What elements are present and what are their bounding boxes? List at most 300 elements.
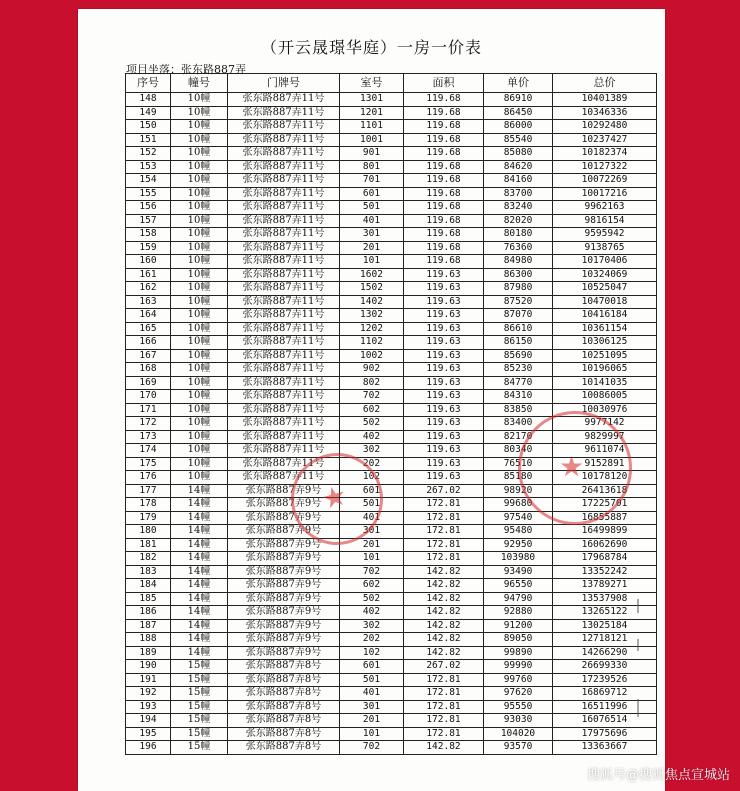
row-building: 10幢: [171, 376, 228, 390]
row-room: 701: [340, 174, 404, 188]
header-address: 门牌号: [228, 74, 340, 93]
row-area: 172.81: [404, 552, 484, 566]
star-icon: ★: [317, 478, 351, 517]
row-address: 张东路887弄11号: [228, 309, 340, 323]
row-unit-price: 83850: [484, 403, 553, 417]
row-building: 14幢: [171, 511, 228, 525]
row-total-price: 9829997: [553, 430, 657, 444]
row-unit-price: 99760: [484, 673, 553, 687]
row-unit-price: 97540: [484, 511, 553, 525]
row-unit-price: 104020: [484, 727, 553, 741]
row-total-price: 26699330: [553, 660, 657, 674]
row-seq: 170: [126, 390, 171, 404]
row-unit-price: 84980: [484, 255, 553, 269]
row-building: 10幢: [171, 363, 228, 377]
row-room: 1602: [340, 268, 404, 282]
row-building: 15幢: [171, 714, 228, 728]
table-row: [126, 714, 657, 728]
row-total-price: 16511996: [553, 700, 657, 714]
row-total-price: 10324069: [553, 268, 657, 282]
row-seq: 171: [126, 403, 171, 417]
row-area: 267.02: [404, 660, 484, 674]
row-building: 15幢: [171, 660, 228, 674]
row-seq: 194: [126, 714, 171, 728]
row-room: 1301: [340, 93, 404, 107]
row-address: 张东路887弄11号: [228, 430, 340, 444]
row-room: 1502: [340, 282, 404, 296]
row-building: 10幢: [171, 268, 228, 282]
header-area: 面积: [404, 74, 484, 93]
row-unit-price: 93570: [484, 741, 553, 755]
row-area: 172.81: [404, 538, 484, 552]
row-unit-price: 85080: [484, 147, 553, 161]
row-address: 张东路887弄9号: [228, 552, 340, 566]
row-unit-price: 94790: [484, 592, 553, 606]
row-total-price: 10127322: [553, 160, 657, 174]
row-building: 14幢: [171, 525, 228, 539]
row-room: 202: [340, 457, 404, 471]
row-unit-price: 80180: [484, 228, 553, 242]
row-unit-price: 97620: [484, 687, 553, 701]
row-area: 142.82: [404, 579, 484, 593]
row-seq: 179: [126, 511, 171, 525]
row-seq: 193: [126, 700, 171, 714]
row-address: 张东路887弄11号: [228, 255, 340, 269]
row-building: 10幢: [171, 106, 228, 120]
row-address: 张东路887弄11号: [228, 268, 340, 282]
row-building: 10幢: [171, 471, 228, 485]
row-seq: 178: [126, 498, 171, 512]
row-total-price: 10141035: [553, 376, 657, 390]
row-seq: 172: [126, 417, 171, 431]
row-total-price: 10196065: [553, 363, 657, 377]
row-address: 张东路887弄8号: [228, 660, 340, 674]
table-row: [126, 552, 657, 566]
row-room: 301: [340, 525, 404, 539]
row-area: 119.68: [404, 120, 484, 134]
table-row: [126, 741, 657, 755]
row-total-price: 13789271: [553, 579, 657, 593]
row-seq: 195: [126, 727, 171, 741]
row-seq: 175: [126, 457, 171, 471]
row-unit-price: 84160: [484, 174, 553, 188]
row-unit-price: 93490: [484, 565, 553, 579]
row-total-price: 10401389: [553, 93, 657, 107]
row-seq: 186: [126, 606, 171, 620]
row-unit-price: 99890: [484, 646, 553, 660]
row-building: 10幢: [171, 214, 228, 228]
row-total-price: 12718121: [553, 633, 657, 647]
table-row: [126, 349, 657, 363]
row-area: 267.02: [404, 484, 484, 498]
row-seq: 173: [126, 430, 171, 444]
row-area: 119.63: [404, 417, 484, 431]
row-unit-price: 85180: [484, 471, 553, 485]
row-unit-price: 98920: [484, 484, 553, 498]
row-total-price: 10470018: [553, 295, 657, 309]
row-building: 10幢: [171, 120, 228, 134]
table-row: [126, 336, 657, 350]
row-room: 1102: [340, 336, 404, 350]
table-row: [126, 687, 657, 701]
row-address: 张东路887弄9号: [228, 606, 340, 620]
row-room: 101: [340, 727, 404, 741]
row-total-price: 10251095: [553, 349, 657, 363]
row-total-price: 9152891: [553, 457, 657, 471]
row-total-price: 10178120: [553, 471, 657, 485]
row-seq: 189: [126, 646, 171, 660]
row-building: 10幢: [171, 403, 228, 417]
row-total-price: 10237427: [553, 133, 657, 147]
row-room: 202: [340, 633, 404, 647]
row-building: 15幢: [171, 687, 228, 701]
row-seq: 159: [126, 241, 171, 255]
row-unit-price: 92950: [484, 538, 553, 552]
table-row: [126, 619, 657, 633]
row-total-price: 10170406: [553, 255, 657, 269]
row-unit-price: 86610: [484, 322, 553, 336]
row-building: 10幢: [171, 201, 228, 215]
row-total-price: 13363667: [553, 741, 657, 755]
row-unit-price: 96550: [484, 579, 553, 593]
row-seq: 152: [126, 147, 171, 161]
row-unit-price: 85540: [484, 133, 553, 147]
row-seq: 183: [126, 565, 171, 579]
row-building: 10幢: [171, 322, 228, 336]
row-area: 119.68: [404, 228, 484, 242]
row-total-price: 10346336: [553, 106, 657, 120]
row-building: 14幢: [171, 579, 228, 593]
row-address: 张东路887弄11号: [228, 147, 340, 161]
row-unit-price: 83400: [484, 417, 553, 431]
margin-marks: [635, 599, 641, 719]
row-total-price: 9977142: [553, 417, 657, 431]
row-address: 张东路887弄11号: [228, 228, 340, 242]
row-address: 张东路887弄8号: [228, 673, 340, 687]
row-area: 142.82: [404, 592, 484, 606]
row-building: 10幢: [171, 457, 228, 471]
project-location: 项目坐落：张东路887弄: [126, 63, 246, 76]
row-area: 142.82: [404, 633, 484, 647]
row-unit-price: 80340: [484, 444, 553, 458]
row-seq: 192: [126, 687, 171, 701]
row-unit-price: 93030: [484, 714, 553, 728]
table-row: [126, 727, 657, 741]
table-row: [126, 201, 657, 215]
row-unit-price: 85230: [484, 363, 553, 377]
row-area: 142.82: [404, 619, 484, 633]
row-seq: 196: [126, 741, 171, 755]
table-row: [126, 606, 657, 620]
row-building: 10幢: [171, 93, 228, 107]
row-room: 802: [340, 376, 404, 390]
row-total-price: 9611074: [553, 444, 657, 458]
row-total-price: 10017216: [553, 187, 657, 201]
row-seq: 151: [126, 133, 171, 147]
table-row: [126, 660, 657, 674]
row-address: 张东路887弄11号: [228, 457, 340, 471]
row-address: 张东路887弄11号: [228, 363, 340, 377]
row-total-price: 10182374: [553, 147, 657, 161]
row-area: 172.81: [404, 700, 484, 714]
table-row: [126, 565, 657, 579]
row-room: 502: [340, 417, 404, 431]
row-total-price: 17225701: [553, 498, 657, 512]
row-unit-price: 87070: [484, 309, 553, 323]
row-total-price: 10292480: [553, 120, 657, 134]
row-room: 702: [340, 565, 404, 579]
row-building: 14幢: [171, 552, 228, 566]
row-address: 张东路887弄11号: [228, 403, 340, 417]
row-seq: 153: [126, 160, 171, 174]
row-total-price: 16076514: [553, 714, 657, 728]
row-room: 501: [340, 498, 404, 512]
row-area: 119.68: [404, 93, 484, 107]
row-seq: 154: [126, 174, 171, 188]
document-title: （开云晟璟华庭）一房一价表: [260, 38, 482, 57]
table-row: [126, 592, 657, 606]
row-area: 172.81: [404, 727, 484, 741]
row-area: 119.68: [404, 255, 484, 269]
row-address: 张东路887弄11号: [228, 214, 340, 228]
row-seq: 156: [126, 201, 171, 215]
row-room: 501: [340, 201, 404, 215]
row-building: 10幢: [171, 390, 228, 404]
row-seq: 190: [126, 660, 171, 674]
row-area: 172.81: [404, 673, 484, 687]
table-row: [126, 214, 657, 228]
row-total-price: 10306125: [553, 336, 657, 350]
row-seq: 184: [126, 579, 171, 593]
row-seq: 185: [126, 592, 171, 606]
row-total-price: 10072269: [553, 174, 657, 188]
row-room: 102: [340, 646, 404, 660]
row-address: 张东路887弄11号: [228, 160, 340, 174]
row-seq: 164: [126, 309, 171, 323]
table-row: [126, 390, 657, 404]
row-seq: 165: [126, 322, 171, 336]
row-building: 14幢: [171, 538, 228, 552]
table-row: [126, 174, 657, 188]
row-address: 张东路887弄9号: [228, 538, 340, 552]
row-room: 1402: [340, 295, 404, 309]
row-unit-price: 89050: [484, 633, 553, 647]
row-room: 401: [340, 214, 404, 228]
row-room: 101: [340, 552, 404, 566]
row-total-price: 16499899: [553, 525, 657, 539]
row-total-price: 14266290: [553, 646, 657, 660]
row-total-price: 17975696: [553, 727, 657, 741]
table-row: [126, 106, 657, 120]
header-building: 幢号: [171, 74, 228, 93]
row-building: 10幢: [171, 444, 228, 458]
row-room: 1101: [340, 120, 404, 134]
table-row: [126, 187, 657, 201]
row-total-price: 17968784: [553, 552, 657, 566]
row-address: 张东路887弄8号: [228, 687, 340, 701]
row-room: 501: [340, 673, 404, 687]
row-room: 401: [340, 511, 404, 525]
row-seq: 160: [126, 255, 171, 269]
row-seq: 148: [126, 93, 171, 107]
row-address: 张东路887弄11号: [228, 106, 340, 120]
row-total-price: 9816154: [553, 214, 657, 228]
row-address: 张东路887弄11号: [228, 93, 340, 107]
table-row: [126, 309, 657, 323]
row-area: 119.68: [404, 201, 484, 215]
table-row: [126, 93, 657, 107]
row-unit-price: 103980: [484, 552, 553, 566]
row-address: 张东路887弄11号: [228, 349, 340, 363]
row-unit-price: 86450: [484, 106, 553, 120]
row-building: 10幢: [171, 349, 228, 363]
row-address: 张东路887弄8号: [228, 727, 340, 741]
row-address: 张东路887弄11号: [228, 444, 340, 458]
row-address: 张东路887弄9号: [228, 565, 340, 579]
table-row: [126, 646, 657, 660]
row-building: 15幢: [171, 741, 228, 755]
header-seq: 序号: [126, 74, 171, 93]
row-address: 张东路887弄11号: [228, 295, 340, 309]
table-row: [126, 363, 657, 377]
table-row: [126, 579, 657, 593]
row-room: 702: [340, 390, 404, 404]
row-address: 张东路887弄9号: [228, 646, 340, 660]
row-room: 601: [340, 660, 404, 674]
row-address: 张东路887弄11号: [228, 241, 340, 255]
row-room: 1002: [340, 349, 404, 363]
row-area: 172.81: [404, 687, 484, 701]
row-building: 10幢: [171, 228, 228, 242]
row-area: 119.63: [404, 403, 484, 417]
row-area: 119.63: [404, 322, 484, 336]
row-seq: 177: [126, 484, 171, 498]
row-unit-price: 87520: [484, 295, 553, 309]
row-unit-price: 82020: [484, 214, 553, 228]
row-room: 201: [340, 538, 404, 552]
row-area: 172.81: [404, 714, 484, 728]
row-building: 14幢: [171, 498, 228, 512]
row-room: 601: [340, 187, 404, 201]
row-unit-price: 92880: [484, 606, 553, 620]
row-area: 119.68: [404, 160, 484, 174]
row-room: 902: [340, 363, 404, 377]
row-unit-price: 83240: [484, 201, 553, 215]
row-room: 302: [340, 619, 404, 633]
star-icon: ★: [559, 450, 585, 483]
row-unit-price: 91200: [484, 619, 553, 633]
row-building: 15幢: [171, 700, 228, 714]
row-unit-price: 84770: [484, 376, 553, 390]
row-total-price: 26413618: [553, 484, 657, 498]
row-building: 10幢: [171, 174, 228, 188]
row-unit-price: 86300: [484, 268, 553, 282]
table-row: [126, 538, 657, 552]
row-seq: 187: [126, 619, 171, 633]
row-seq: 168: [126, 363, 171, 377]
table-row: [126, 525, 657, 539]
row-address: 张东路887弄8号: [228, 700, 340, 714]
row-building: 10幢: [171, 282, 228, 296]
row-room: 901: [340, 147, 404, 161]
row-seq: 162: [126, 282, 171, 296]
row-address: 张东路887弄9号: [228, 592, 340, 606]
row-total-price: 9962163: [553, 201, 657, 215]
table-row: [126, 295, 657, 309]
row-area: 119.63: [404, 295, 484, 309]
row-building: 15幢: [171, 727, 228, 741]
row-address: 张东路887弄11号: [228, 174, 340, 188]
row-room: 601: [340, 484, 404, 498]
row-room: 402: [340, 606, 404, 620]
row-building: 14幢: [171, 646, 228, 660]
row-address: 张东路887弄9号: [228, 619, 340, 633]
table-row: [126, 241, 657, 255]
row-address: 张东路887弄11号: [228, 120, 340, 134]
row-address: 张东路887弄11号: [228, 201, 340, 215]
row-address: 张东路887弄8号: [228, 714, 340, 728]
row-room: 301: [340, 228, 404, 242]
row-area: 172.81: [404, 511, 484, 525]
row-area: 119.63: [404, 268, 484, 282]
row-address: 张东路887弄11号: [228, 390, 340, 404]
row-area: 119.63: [404, 444, 484, 458]
row-unit-price: 95550: [484, 700, 553, 714]
row-seq: 188: [126, 633, 171, 647]
row-total-price: 10361154: [553, 322, 657, 336]
row-total-price: 13025184: [553, 619, 657, 633]
row-area: 119.68: [404, 147, 484, 161]
row-area: 119.68: [404, 174, 484, 188]
row-room: 1001: [340, 133, 404, 147]
row-address: 张东路887弄11号: [228, 336, 340, 350]
row-area: 119.63: [404, 471, 484, 485]
row-area: 142.82: [404, 606, 484, 620]
row-unit-price: 99990: [484, 660, 553, 674]
row-room: 401: [340, 687, 404, 701]
row-total-price: 10086005: [553, 390, 657, 404]
header-room: 室号: [340, 74, 404, 93]
table-row: [126, 228, 657, 242]
row-seq: 155: [126, 187, 171, 201]
row-seq: 182: [126, 552, 171, 566]
row-unit-price: 86150: [484, 336, 553, 350]
row-area: 119.68: [404, 241, 484, 255]
table-row: [126, 376, 657, 390]
row-building: 15幢: [171, 673, 228, 687]
row-total-price: 10030976: [553, 403, 657, 417]
row-unit-price: 84620: [484, 160, 553, 174]
row-room: 302: [340, 444, 404, 458]
row-total-price: 17239526: [553, 673, 657, 687]
row-address: 张东路887弄11号: [228, 322, 340, 336]
row-room: 602: [340, 403, 404, 417]
row-building: 14幢: [171, 484, 228, 498]
table-row: [126, 160, 657, 174]
row-area: 119.68: [404, 187, 484, 201]
row-area: 119.63: [404, 282, 484, 296]
row-room: 1202: [340, 322, 404, 336]
row-building: 10幢: [171, 309, 228, 323]
row-total-price: 10525047: [553, 282, 657, 296]
table-row: [126, 133, 657, 147]
row-room: 301: [340, 700, 404, 714]
row-address: 张东路887弄9号: [228, 525, 340, 539]
row-unit-price: 87980: [484, 282, 553, 296]
row-building: 14幢: [171, 606, 228, 620]
row-address: 张东路887弄11号: [228, 133, 340, 147]
row-seq: 150: [126, 120, 171, 134]
